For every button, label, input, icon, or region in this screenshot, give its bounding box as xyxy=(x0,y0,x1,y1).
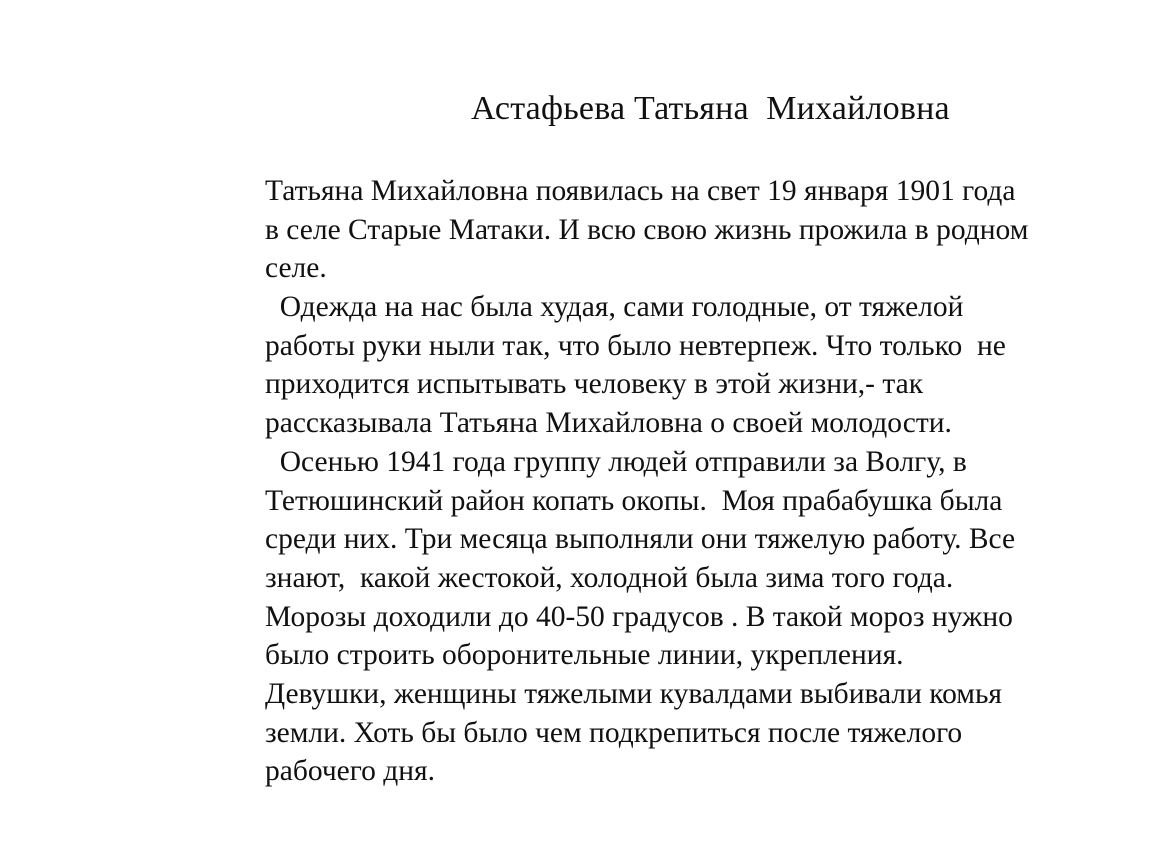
text-line: среди них. Три месяца выполняли они тяжелую работу. Все xyxy=(265,523,1016,556)
text-line: Осенью 1941 года группу людей отправили за Волгу, в xyxy=(265,445,967,478)
text-line: знают, какой жестокой, холодной была зима того года. xyxy=(265,561,954,594)
body-text xyxy=(265,172,1135,791)
text-line: Татьяна Михайловна появилась на свет 19 января 1901 года xyxy=(265,175,1016,207)
page-title: Астафьева Татьяна Михайловна xyxy=(471,90,950,127)
text-line: рабочего дня. xyxy=(265,755,435,788)
text-line: приходится испытывать человеку в этой жизни,- так xyxy=(265,368,924,401)
text-line: селе. xyxy=(265,252,327,285)
text-line: Девушки, женщины тяжелыми кувалдами выбивали комья xyxy=(265,677,1002,710)
text-line: было строить оборонительные линии, укрепления. xyxy=(265,639,904,672)
text-line: в селе Старые Матаки. И всю свою жизнь прожила в родном xyxy=(265,213,1029,246)
text-line: земли. Хоть бы было чем подкрепиться после тяжелого xyxy=(265,716,963,749)
text-line: Тетюшинский район копать окопы. Моя прабабушка была xyxy=(265,484,1003,517)
text-line: рассказывала Татьяна Михайловна о своей молодости. xyxy=(265,407,952,440)
text-line: Морозы доходили до 40-50 градусов . В такой мороз нужно xyxy=(265,600,1013,633)
text-line: работы руки ныли так, что было невтерпеж. Что только не xyxy=(265,329,1006,362)
text-line: Одежда на нас была худая, сами голодные, от тяжелой xyxy=(265,291,964,324)
